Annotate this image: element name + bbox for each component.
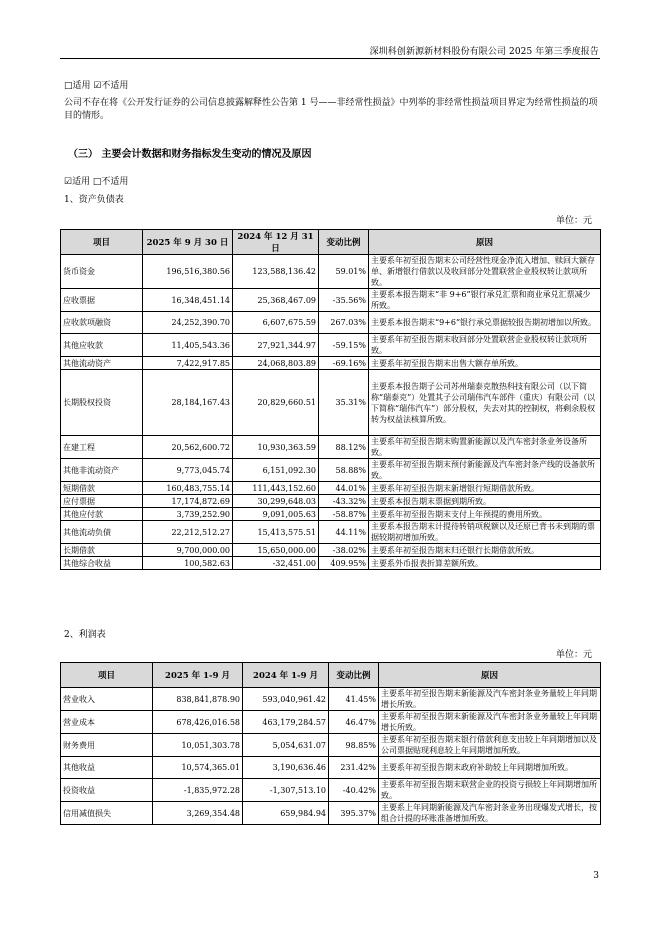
cell-item: 其他应付款 [61,508,143,521]
table-row [61,802,601,825]
cell-current: 100,582.63 [143,557,233,570]
table-row [61,334,601,357]
cell-change: 231.42% [329,757,379,779]
cell-change: -69.16% [319,357,369,370]
cell-change: -58.87% [319,508,369,521]
cell-prior: 15,650,000.00 [233,544,319,557]
cell-current: 20,562,600.72 [143,436,233,459]
table-row [61,711,601,734]
cell-current: 22,212,512.27 [143,521,233,544]
header-prior: 2024 年 12 月 31 日 [233,230,319,255]
cell-current: 160,483,755.14 [143,482,233,495]
cell-item: 应收款项融资 [61,312,143,334]
cell-reason: 主要系年初至报告期末收回部分处置联营企业股权转让款项所致。 [369,334,601,357]
cell-change: -59.15% [319,334,369,357]
table-row [61,508,601,521]
cell-current: 9,700,000.00 [143,544,233,557]
table-row [61,436,601,459]
cell-current: 196,516,380.56 [143,255,233,289]
cell-item: 长期借款 [61,544,143,557]
cell-prior: 5,054,631.07 [243,734,329,757]
page-number: 3 [593,871,599,881]
cell-current: 3,269,354.48 [153,802,243,825]
cell-prior: 9,091,005.63 [233,508,319,521]
cell-current: 16,348,451.14 [143,289,233,312]
cell-reason: 主要系年初至报告期末预付新能源及汽车密封条产线的设备款所致。 [369,459,601,482]
cell-change: 44.01% [319,482,369,495]
cell-change: 46.47% [329,711,379,734]
cell-change: 88.12% [319,436,369,459]
header-current: 2025 年 1-9 月 [153,663,243,688]
cell-reason: 主要系年初至报告期末政府补助较上年同期增加所致。 [379,757,601,779]
cell-prior: 24,068,803.89 [233,357,319,370]
cell-reason: 主要系外币报表折算差额所致。 [369,557,601,570]
cell-item: 其他非流动资产 [61,459,143,482]
cell-current: 10,574,365.01 [153,757,243,779]
cell-current: 9,773,045.74 [143,459,233,482]
report-header-title: 深圳科创新源新材料股份有限公司 2025 年第三季度报告 [369,47,599,57]
cell-change: 41.45% [329,688,379,711]
cell-change: 35.31% [319,370,369,436]
cell-item: 财务费用 [61,734,153,757]
cell-change: 409.95% [319,557,369,570]
income-statement-table [60,662,601,825]
applicability-note-2: ☑适用 □不适用 [64,177,129,187]
cell-change: -40.42% [329,779,379,802]
table-row [61,370,601,436]
cell-item: 长期股权投资 [61,370,143,436]
cell-item: 货币资金 [61,255,143,289]
balance-sheet-title: 1、资产负债表 [64,195,124,205]
table-row [61,544,601,557]
cell-item: 应付票据 [61,495,143,508]
table-row [61,688,601,711]
cell-reason: 主要系本报告期末“非 9+6”银行承兑汇票和商业承兑汇票减少所致。 [369,289,601,312]
section-heading: （三） 主要会计数据和财务指标发生变动的情况及原因 [68,149,312,160]
cell-prior: -1,307,513.10 [243,779,329,802]
cell-prior: 593,040,961.42 [243,688,329,711]
cell-current: 11,405,543.36 [143,334,233,357]
cell-change: 395.37% [329,802,379,825]
cell-change: -35.56% [319,289,369,312]
cell-current: 7,422,917.85 [143,357,233,370]
table-header-row [61,663,601,688]
cell-reason: 主要系年初至报告期末新能源及汽车密封条业务量较上年同期增长所致。 [379,711,601,734]
balance-sheet-table [60,229,601,570]
header-current: 2025 年 9 月 30 日 [143,230,233,255]
table-row [61,757,601,779]
cell-reason: 主要系上年同期新能源及汽车密封条业务出现爆发式增长，按组合计提的坏账准备增加所致。 [379,802,601,825]
cell-prior: 10,930,363.59 [233,436,319,459]
cell-prior: 25,368,467.09 [233,289,319,312]
cell-prior: 111,443,152.60 [233,482,319,495]
cell-reason: 主要系年初至报告期末支付上年预提的费用所致。 [369,508,601,521]
header-divider [60,58,600,59]
table-row [61,521,601,544]
cell-current: 28,184,167.43 [143,370,233,436]
cell-change: 44.11% [319,521,369,544]
cell-change: -38.02% [319,544,369,557]
cell-reason: 主要系年初至报告期末购置新能源以及汽车密封条业务设备所致。 [369,436,601,459]
table-row [61,312,601,334]
cell-prior: 15,413,575.51 [233,521,319,544]
cell-item: 其他收益 [61,757,153,779]
cell-change: 267.03% [319,312,369,334]
table-row [61,557,601,570]
cell-item: 营业收入 [61,688,153,711]
table-row [61,482,601,495]
cell-reason: 主要系本报告期末计提待转销项税额以及还原已背书未到期的票据较期初增加所致。 [369,521,601,544]
cell-reason: 主要系年初至报告期末新能源及汽车密封条业务量较上年同期增长所致。 [379,688,601,711]
cell-change: 98.85% [329,734,379,757]
cell-reason: 主要系本报告期末票据到期所致。 [369,495,601,508]
cell-item: 其他流动资产 [61,357,143,370]
cell-prior: 659,984.94 [243,802,329,825]
table-row [61,255,601,289]
applicability-note-1: □适用 ☑不适用 [64,81,129,91]
income-statement-unit: 单位：元 [555,650,592,660]
cell-item: 应收票据 [61,289,143,312]
cell-item: 营业成本 [61,711,153,734]
cell-item: 其他综合收益 [61,557,143,570]
cell-reason: 主要系年初至报告期末出售大额存单所致。 [369,357,601,370]
cell-prior: 6,607,675.59 [233,312,319,334]
cell-prior: 30,299,648.03 [233,495,319,508]
cell-change: 58.88% [319,459,369,482]
header-reason: 原因 [369,230,601,255]
balance-sheet-unit: 单位：元 [555,216,592,226]
cell-current: 24,252,390.70 [143,312,233,334]
cell-item: 投资收益 [61,779,153,802]
cell-current: -1,835,972.28 [153,779,243,802]
cell-item: 其他应收款 [61,334,143,357]
cell-reason: 主要系本报告期子公司苏州瑞泰克散热科技有限公司（以下简称“瑞泰克”）处置其子公司瑞伟汽车部件（重庆）有限公司（以下简称“瑞伟汽车”）部分股权，失去对其的控制权，将剩余股权转为权益法核算所致。 [369,370,601,436]
cell-reason: 主要系年初至报告期末银行借款利息支出较上年同期增加以及公司票据贴现利息较上年同期增加所致。 [379,734,601,757]
cell-prior: 463,179,284.57 [243,711,329,734]
cell-current: 10,051,303.78 [153,734,243,757]
table-row [61,495,601,508]
cell-current: 678,426,016.58 [153,711,243,734]
cell-prior: 27,921,344.97 [233,334,319,357]
table-row [61,289,601,312]
cell-change: -43.32% [319,495,369,508]
header-item: 项目 [61,230,143,255]
table-row [61,734,601,757]
cell-current: 17,174,872.69 [143,495,233,508]
header-item: 项目 [61,663,153,688]
table-row [61,357,601,370]
table-row [61,459,601,482]
table-row [61,779,601,802]
header-change: 变动比例 [329,663,379,688]
cell-reason: 主要系年初至报告期末联营企业的投资亏损较上年同期增加所致。 [379,779,601,802]
cell-prior: -32,451.00 [233,557,319,570]
cell-reason: 主要系年初至报告期末归还银行长期借款所致。 [369,544,601,557]
cell-reason: 主要系年初至报告期末公司经营性现金净流入增加、赎回大额存单、新增银行借款以及收回部分处置联营企业股权转让款项所致。 [369,255,601,289]
cell-item: 在建工程 [61,436,143,459]
cell-prior: 6,151,092.30 [233,459,319,482]
cell-current: 3,739,252.90 [143,508,233,521]
cell-item: 信用减值损失 [61,802,153,825]
cell-item: 短期借款 [61,482,143,495]
table-header-row [61,230,601,255]
cell-reason: 主要系年初至报告期末新增银行短期借款所致。 [369,482,601,495]
cell-prior: 123,588,136.42 [233,255,319,289]
income-statement-title: 2、利润表 [64,630,106,640]
cell-prior: 3,190,636.46 [243,757,329,779]
header-reason: 原因 [379,663,601,688]
cell-item: 其他流动负债 [61,521,143,544]
cell-prior: 20,829,660.51 [233,370,319,436]
header-prior: 2024 年 1-9 月 [243,663,329,688]
cell-current: 838,841,878.90 [153,688,243,711]
cell-reason: 主要系本报告期末“9+6”银行承兑票据较报告期初增加以所致。 [369,312,601,334]
header-change: 变动比例 [319,230,369,255]
intro-paragraph: 公司不存在将《公开发行证券的公司信息披露解释性公告第 1 号——非经常性损益》中列举的非经常性损益项目界定为经常性损益的项目的情形。 [64,98,598,121]
cell-change: 59.01% [319,255,369,289]
